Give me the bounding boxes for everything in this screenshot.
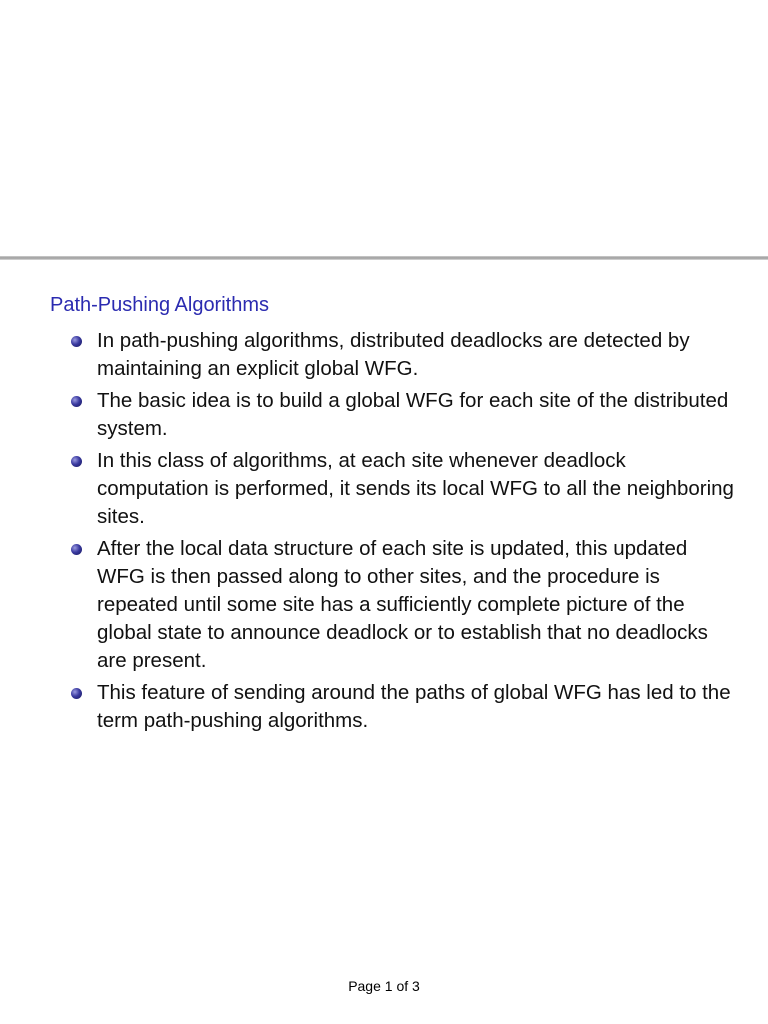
bullet-item [50,679,740,735]
bullet-dot-icon [71,456,82,467]
bullet-dot-icon [71,688,82,699]
bullet-list [50,327,740,735]
slide-title: Path-Pushing Algorithms [50,294,270,316]
bullet-item [50,535,740,675]
slide-content [50,292,740,739]
bullet-dot-icon [71,336,82,347]
bullet-text: In this class of algorithms, at each site whenever deadlock computation is performed, it sends its local WFG to all the neighboring sites. [97,449,734,528]
bullet-text: After the local data structure of each site is updated, this updated WFG is then passed along to other sites, and the procedure is repeated until some site has a sufficiently complete picture of the global state to announce deadlock or to establish that no deadlocks are present. [97,537,708,672]
bullet-text: This feature of sending around the paths of global WFG has led to the term path-pushing algorithms. [97,681,731,732]
page-divider [0,256,768,260]
bullet-item [50,387,740,443]
bullet-item [50,327,740,383]
bullet-item [50,447,740,531]
bullet-text: The basic idea is to build a global WFG for each site of the distributed system. [97,389,729,440]
page-number: Page 1 of 3 [348,978,420,994]
bullet-dot-icon [71,544,82,555]
bullet-dot-icon [71,396,82,407]
bullet-text: In path-pushing algorithms, distributed deadlocks are detected by maintaining an explicit global WFG. [97,329,690,380]
